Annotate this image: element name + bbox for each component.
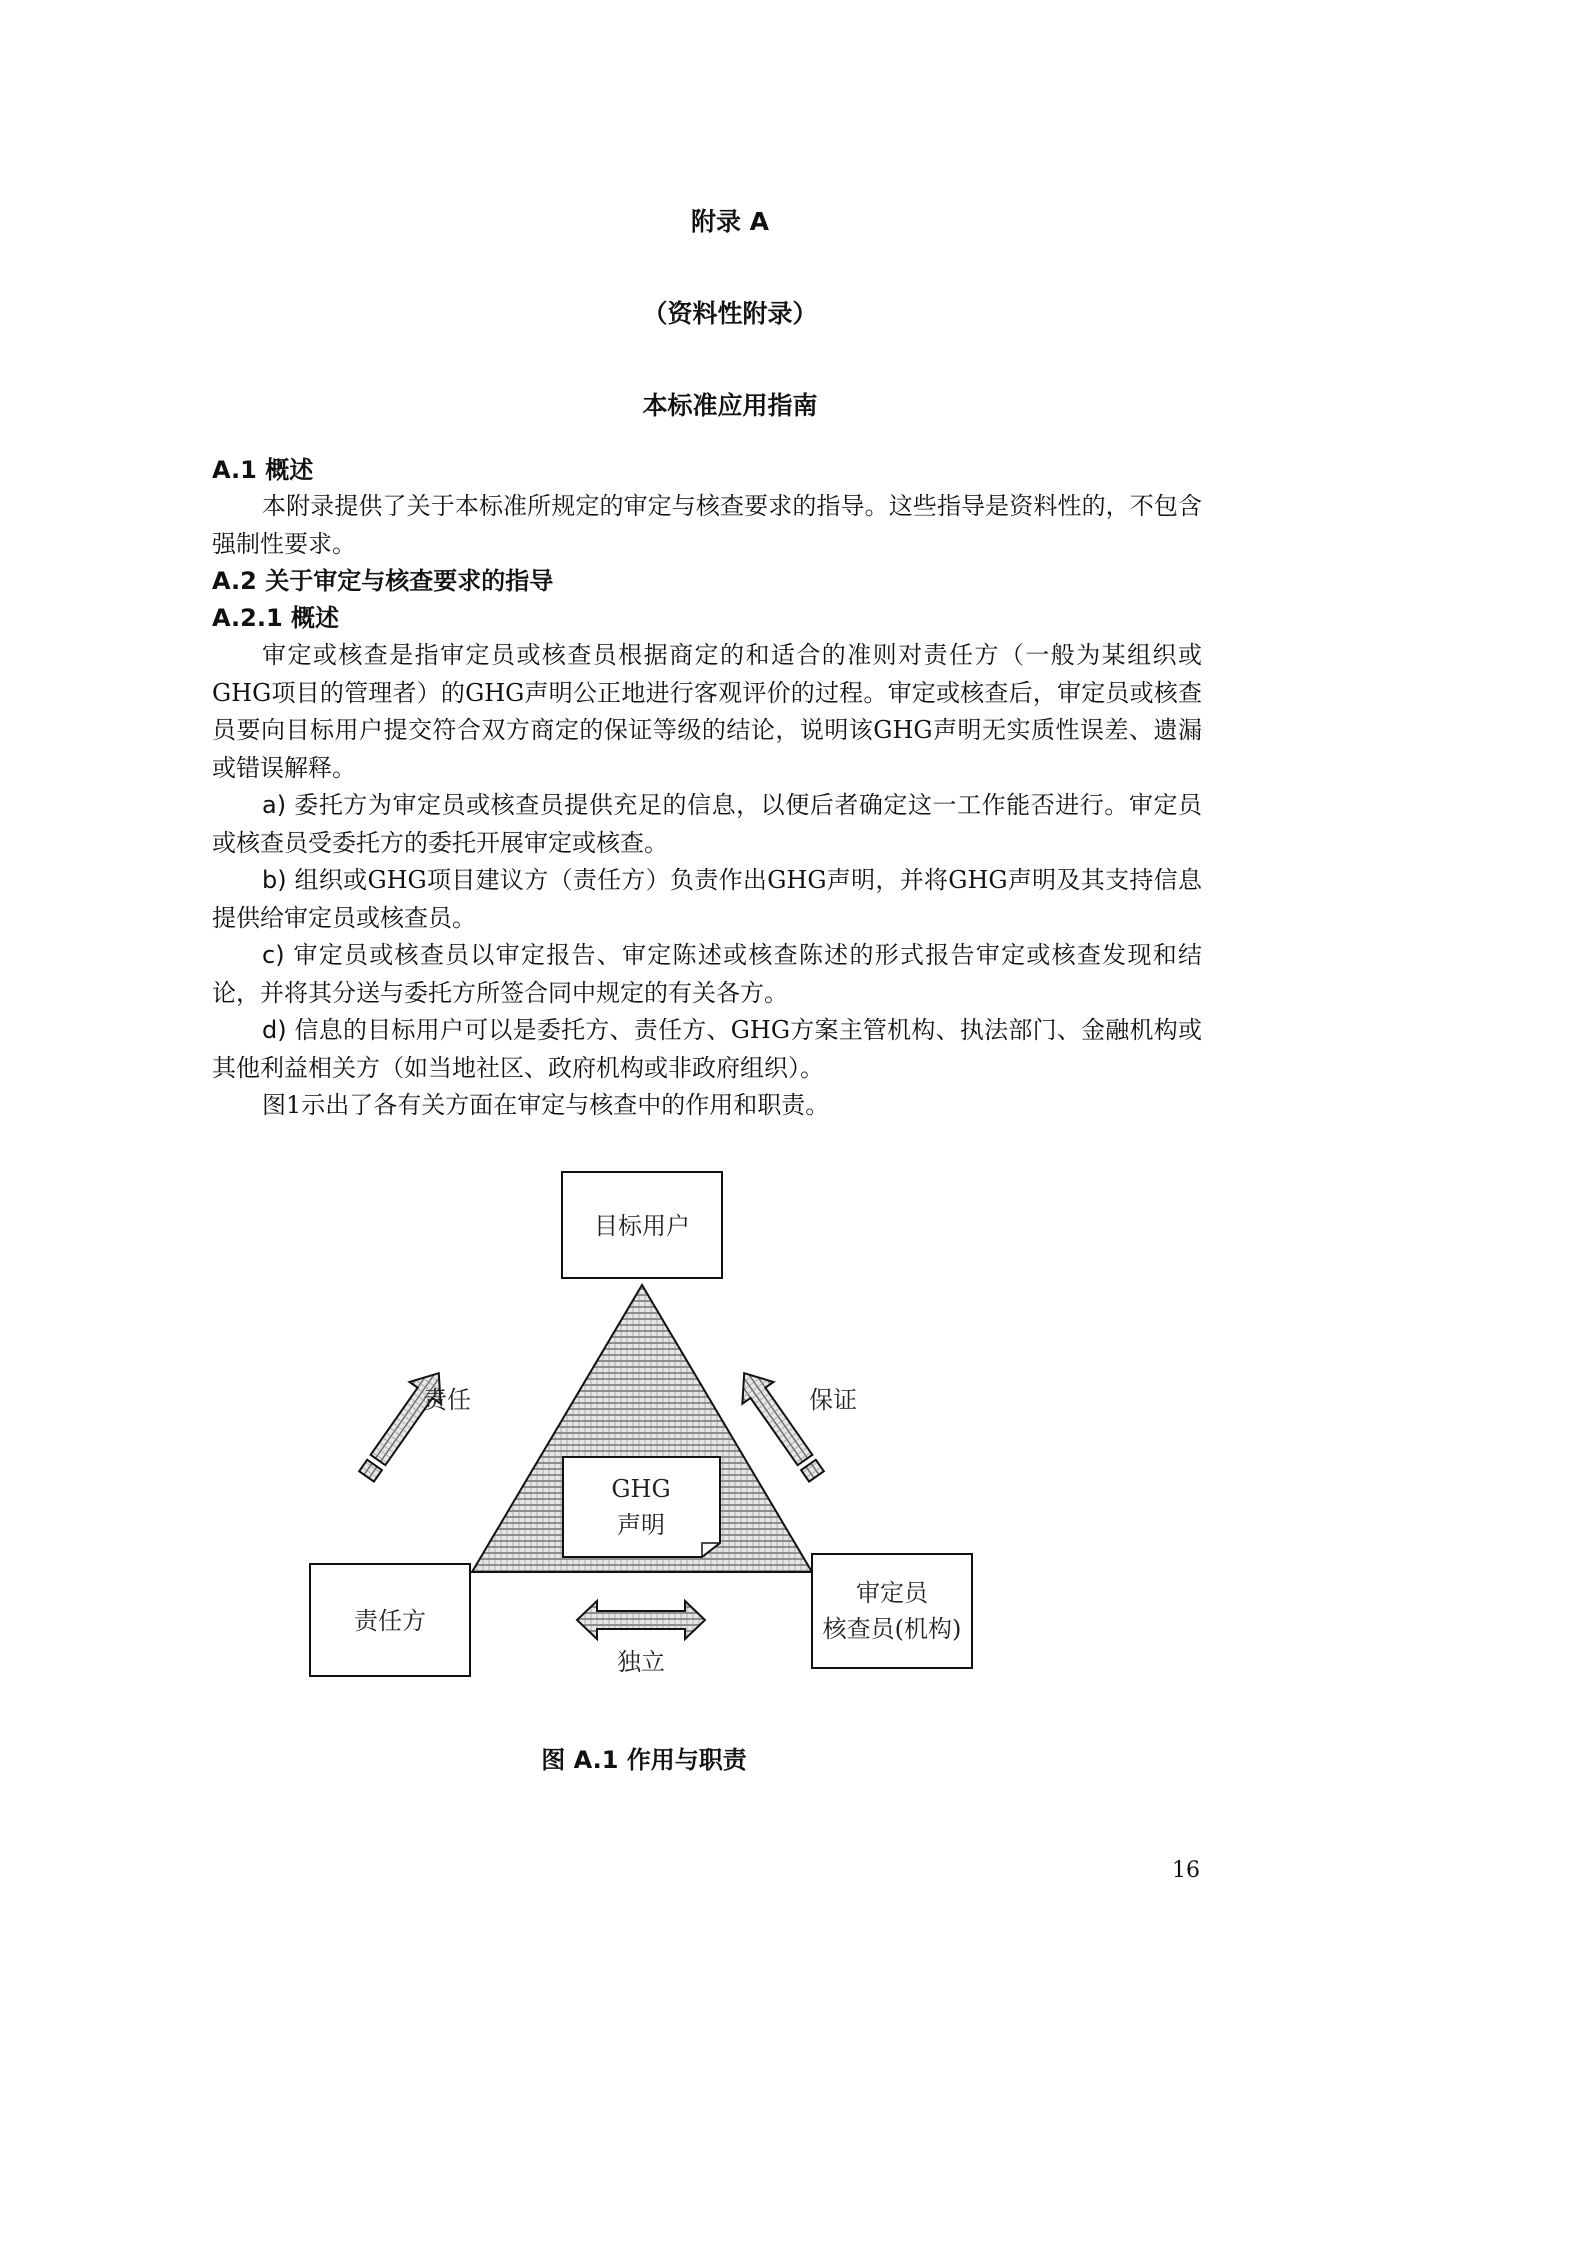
list-item-c-text: 审定员或核查员以审定报告、审定陈述或核查陈述的形式报告审定或核查发现和结论，并将其分送与委托方所签合同中规定的有关各方。 bbox=[212, 941, 1202, 1007]
section-a21-text: 审定或核查是指审定员或核查员根据商定的和适合的准则对责任方（一般为某组织或GHG项目的管理者）的GHG声明公正地进行客观评价的过程。审定或核查后，审定员或核查员要向目标用户提交符合双方商定的保证等级的结论，说明该GHG声明无实质性误差、遗漏或错误解释。 bbox=[212, 641, 1202, 782]
list-item-d bbox=[212, 1012, 1202, 1087]
ghg-label-line1: GHG bbox=[611, 1475, 671, 1503]
roles-diagram bbox=[300, 1160, 1000, 1700]
verifier-box bbox=[812, 1554, 972, 1668]
list-item-a bbox=[212, 787, 1202, 862]
assurance-label: 保证 bbox=[809, 1386, 857, 1414]
appendix-title: 附录 A bbox=[690, 207, 770, 236]
verifier-label-line1: 审定员 bbox=[856, 1579, 928, 1607]
guide-title: 本标准应用指南 bbox=[642, 391, 818, 420]
section-a21-heading: A.2.1 概述 bbox=[212, 604, 340, 632]
list-item-d-text: 信息的目标用户可以是委托方、责任方、GHG方案主管机构、执法部门、金融机构或其他利益相关方（如当地社区、政府机构或非政府组织）。 bbox=[212, 1016, 1202, 1082]
section-a1-heading: A.1 概述 bbox=[212, 456, 314, 484]
appendix-subtitle: （资料性附录） bbox=[642, 299, 818, 328]
ghg-label-line2: 声明 bbox=[617, 1511, 665, 1539]
target-user-label: 目标用户 bbox=[594, 1212, 690, 1240]
list-item-a-text: 委托方为审定员或核查员提供充足的信息，以便后者确定这一工作能否进行。审定员或核查员受委托方的委托开展审定或核查。 bbox=[212, 791, 1202, 857]
list-item-d-label: d) bbox=[262, 1016, 287, 1044]
list-item-c-label: c) bbox=[262, 941, 285, 969]
independence-arrow bbox=[577, 1601, 705, 1639]
ghg-statement-box bbox=[563, 1457, 720, 1557]
figure-intro-text: 图1示出了各有关方面在审定与核查中的作用和职责。 bbox=[262, 1091, 830, 1119]
verifier-label-line2: 核查员(机构) bbox=[822, 1615, 962, 1643]
responsible-party-label: 责任方 bbox=[354, 1607, 426, 1635]
list-item-a-label: a) bbox=[262, 791, 287, 819]
list-item-b bbox=[212, 862, 1202, 937]
list-item-b-label: b) bbox=[262, 866, 287, 894]
section-a1-text: 本附录提供了关于本标准所规定的审定与核查要求的指导。这些指导是资料性的，不包含强制性要求。 bbox=[212, 492, 1202, 558]
responsibility-arrow bbox=[351, 1362, 454, 1487]
figure-caption: 图 A.1 作用与职责 bbox=[541, 1746, 747, 1774]
responsibility-label: 责任 bbox=[423, 1386, 471, 1414]
list-item-c bbox=[212, 937, 1202, 1012]
list-item-b-text: 组织或GHG项目建议方（责任方）负责作出GHG声明，并将GHG声明及其支持信息提供给审定员或核查员。 bbox=[212, 866, 1202, 932]
section-a2-heading: A.2 关于审定与核查要求的指导 bbox=[212, 567, 554, 595]
page-number: 16 bbox=[1172, 1858, 1200, 1883]
independence-label: 独立 bbox=[617, 1648, 665, 1676]
